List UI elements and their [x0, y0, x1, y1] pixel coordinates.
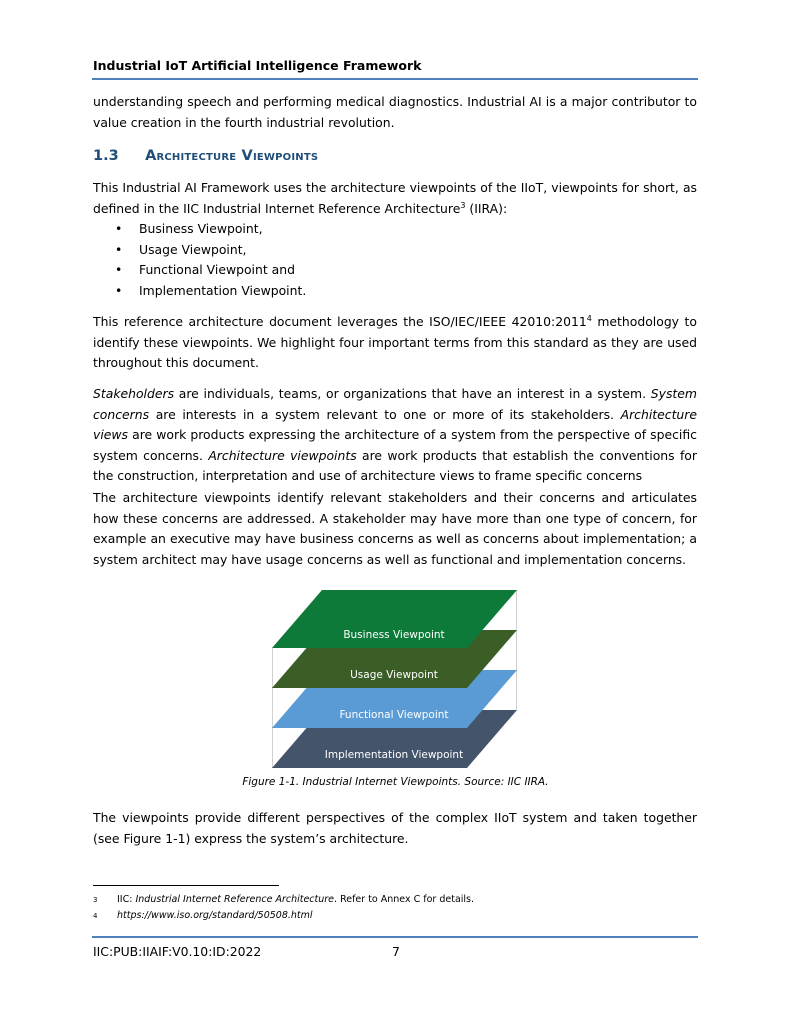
term-definition: are interests in a system relevant to one or more of its stakeholders.	[149, 406, 621, 422]
implementation-layer-label: Implementation Viewpoint	[324, 749, 464, 761]
viewpoint-list	[93, 219, 306, 301]
reference-text-end: methodology to identify these viewpoints. We highlight four important terms from this standard as they are used throughout this document.	[93, 314, 697, 370]
bullet-icon: •	[115, 262, 123, 277]
bullet-icon: •	[115, 221, 123, 236]
viewpoints-paragraph	[93, 178, 697, 219]
list-item	[93, 260, 306, 281]
footer-doc-id: IIC:PUB:IIAIF:V0.10:ID:2022	[93, 944, 262, 959]
bullet-icon: •	[115, 282, 123, 298]
term-system-concerns: System concerns	[93, 386, 697, 422]
list-item-label: Usage Viewpoint,	[139, 241, 247, 257]
footnote-ref-4[interactable]: 4	[586, 313, 592, 323]
term-definition: are work products that establish the conventions for the construction, interpretation and use of architecture views to frame specific concerns	[93, 447, 697, 483]
viewpoints-text-end: (IIRA):	[465, 200, 508, 216]
section-number: 1.3	[93, 148, 119, 164]
section-title: Architecture Viewpoints	[145, 148, 319, 164]
intro-paragraph: understanding speech and performing medical diagnostics. Industrial AI is a major contributor to value creation in the fourth industrial revolution.	[93, 94, 697, 130]
header-divider	[92, 78, 698, 80]
footnote-source-title: Industrial Internet Reference Architecture	[135, 894, 335, 905]
reference-text: This reference architecture document leverages the ISO/IEC/IEEE 42010:2011	[93, 314, 587, 329]
viewpoints-stack-diagram	[272, 588, 517, 768]
concerns-paragraph: The architecture viewpoints identify relevant stakeholders and their concerns and articulates how these concerns are addressed. A stakeholder may have more than one type of concern, for example an executive may have business concerns as well as concerns about implementation; a system architect may have usage concerns as well as functional and implementation concerns.	[93, 490, 697, 567]
term-architecture-views: Architecture views	[93, 406, 697, 442]
footnote-mark: 4	[93, 912, 98, 920]
footnote-mark: 3	[93, 896, 98, 904]
footnote-link[interactable]: https://www.iso.org/standard/50508.html	[117, 910, 313, 921]
terms-paragraph	[93, 384, 697, 487]
list-item	[93, 219, 306, 240]
footnote-ref-3[interactable]: 3	[460, 200, 466, 210]
page-number: 7	[392, 944, 400, 959]
list-item	[93, 281, 306, 302]
list-item-label: Functional Viewpoint and	[139, 262, 295, 277]
footnote-divider	[93, 885, 279, 886]
footnote-text: IIC:	[117, 894, 136, 905]
footnote-3	[93, 893, 474, 907]
bullet-icon: •	[115, 241, 123, 257]
reference-paragraph	[93, 312, 697, 374]
list-item-label: Business Viewpoint,	[139, 221, 263, 236]
section-heading	[93, 148, 318, 164]
usage-layer-label: Usage Viewpoint	[350, 669, 438, 681]
list-item-label: Implementation Viewpoint.	[139, 282, 307, 298]
viewpoints-text: This Industrial AI Framework uses the architecture viewpoints of the IIoT, viewpoints for short, as defined in the IIC Industrial Internet Reference Architecture	[93, 180, 697, 216]
term-stakeholders: Stakeholders	[93, 386, 175, 401]
term-architecture-viewpoints: Architecture viewpoints	[208, 447, 357, 463]
footer-divider	[92, 936, 698, 938]
term-definition: are individuals, teams, or organizations that have an interest in a system.	[174, 386, 651, 401]
footnote-text-end: . Refer to Annex C for details.	[334, 894, 475, 905]
footnote-4	[93, 909, 313, 923]
term-definition: are work products expressing the architecture of a system from the perspective of specific system concerns.	[93, 427, 697, 463]
closing-paragraph: The viewpoints provide different perspectives of the complex IIoT system and taken together (see Figure 1-1) express the system’s architecture.	[93, 810, 697, 846]
list-item	[93, 240, 306, 261]
business-layer-label: Business Viewpoint	[343, 629, 445, 641]
functional-layer-label: Functional Viewpoint	[339, 709, 449, 721]
figure-caption: Figure 1-1. Industrial Internet Viewpoints. Source: IIC IIRA.	[242, 776, 549, 788]
running-header-title: Industrial IoT Artificial Intelligence Framework	[93, 58, 422, 73]
